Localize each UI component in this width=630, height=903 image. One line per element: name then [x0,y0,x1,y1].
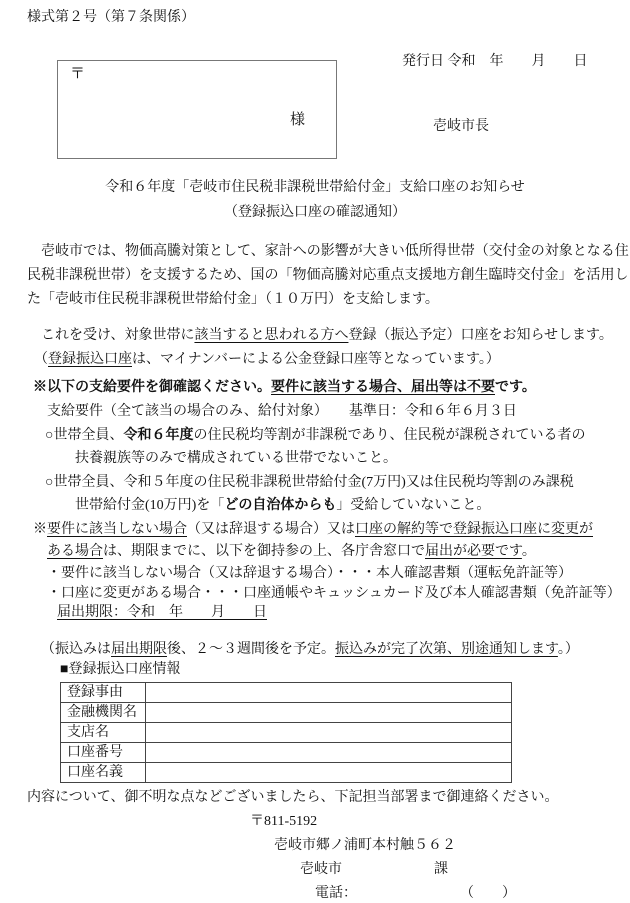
account-info-table [60,682,512,783]
footer-phone [315,887,516,901]
row-label: 口座番号 [61,743,146,763]
footer-department: 壱岐市 課 [300,862,448,877]
requirement-item-1-line-2: 扶養親族等のみで構成されている世帯でないこと。 [75,451,397,466]
row-label: 支店名 [61,723,146,743]
footer-contact-note: 内容について、御不明な点などございましたら、下記担当部署まで御連絡ください。 [27,790,559,805]
recipient-address-box [57,60,337,159]
change-note-line-1: ※要件に該当しない場合（又は辞退する場合）又は口座の解約等で登録振込口座に変更が [33,522,593,537]
table-row [61,683,512,703]
change-note-line-2: ある場合は、期限までに、以下を御持参の上、各庁舎窓口で届出が必要です。 [47,544,536,559]
phone-label: 電話： [315,886,357,901]
deadline-line: 届出期限：令和 年 月 日 [57,605,267,620]
notify-line-2: （登録振込口座は、マイナンバーによる公金登録口座等となっています。） [27,352,500,367]
recipient-honorific: 様 [290,112,306,128]
row-label: 金融機関名 [61,703,146,723]
transfer-note: （振込みは届出期限後、２～３週間後を予定。振込みが完了次第、別途通知します。） [41,642,579,657]
change-note-bullet-1: ・要件に該当しない場合（又は辞退する場合）・・・本人確認書類（運転免許証等） [47,566,572,581]
form-number: 様式第２号（第７条関係） [27,10,195,25]
table-row [61,743,512,763]
issue-date-line: 発行日 令和 年 月 日 [402,54,588,69]
table-row [61,703,512,723]
row-value [146,743,512,763]
row-value [146,723,512,743]
row-label: 登録事由 [61,683,146,703]
row-value [146,683,512,703]
intro-line-1: 壱岐市では、物価高騰対策として、家計への影響が大きい低所得世帯（交付金の対象となる住 [27,244,629,259]
row-value [146,763,512,783]
footer-postal-code: 〒811-5192 [250,814,318,829]
intro-line-2: 民税非課税世帯）を支援するため、国の「物価高騰対応重点支援地方創生臨時交付金」を活用し [27,268,629,283]
row-label: 口座名義 [61,763,146,783]
footer-address: 壱岐市郷ノ浦町本村触５６２ [274,838,456,853]
postal-mark-icon: 〒 [70,66,86,82]
requirement-item-2-line-2: 世帯給付金(10万円)を「どの自治体からも」受給していないこと。 [75,498,491,513]
table-row [61,763,512,783]
requirements-header: ※以下の支給要件を御確認ください。要件に該当する場合、届出等は不要です。 [33,380,536,395]
table-row [61,723,512,743]
account-table-caption: ■登録振込口座情報 [60,662,181,677]
phone-area-paren: （ ） [467,886,516,901]
requirement-item-2-line-1: ○世帯全員、令和５年度の住民税非課税世帯給付金(7万円)又は住民税均等割のみ課税 [45,475,574,490]
document-title: 令和６年度「壱岐市住民税非課税世帯給付金」支給口座のお知らせ [105,180,525,195]
intro-line-3: た「壱岐市住民税非課税世帯給付金」（１０万円）を支給します。 [27,292,439,307]
row-value [146,703,512,723]
notify-line-1: これを受け、対象世帯に該当すると思われる方へ登録（振込予定）口座をお知らせします。 [27,328,613,343]
requirements-subheader: 支給要件（全て該当の場合のみ、給付対象） 基準日：令和６年６月３日 [47,404,517,419]
requirement-item-1-line-1: ○世帯全員、令和６年度の住民税均等割が非課税であり、住民税が課税されている者の [45,428,586,443]
issuer-name: 壱岐市長 [433,119,489,134]
change-note-bullet-2: ・口座に変更がある場合・・・口座通帳やキュッシュカード及び本人確認書類（免許証等） [47,586,621,601]
document-subtitle: （登録振込口座の確認通知） [224,205,406,220]
